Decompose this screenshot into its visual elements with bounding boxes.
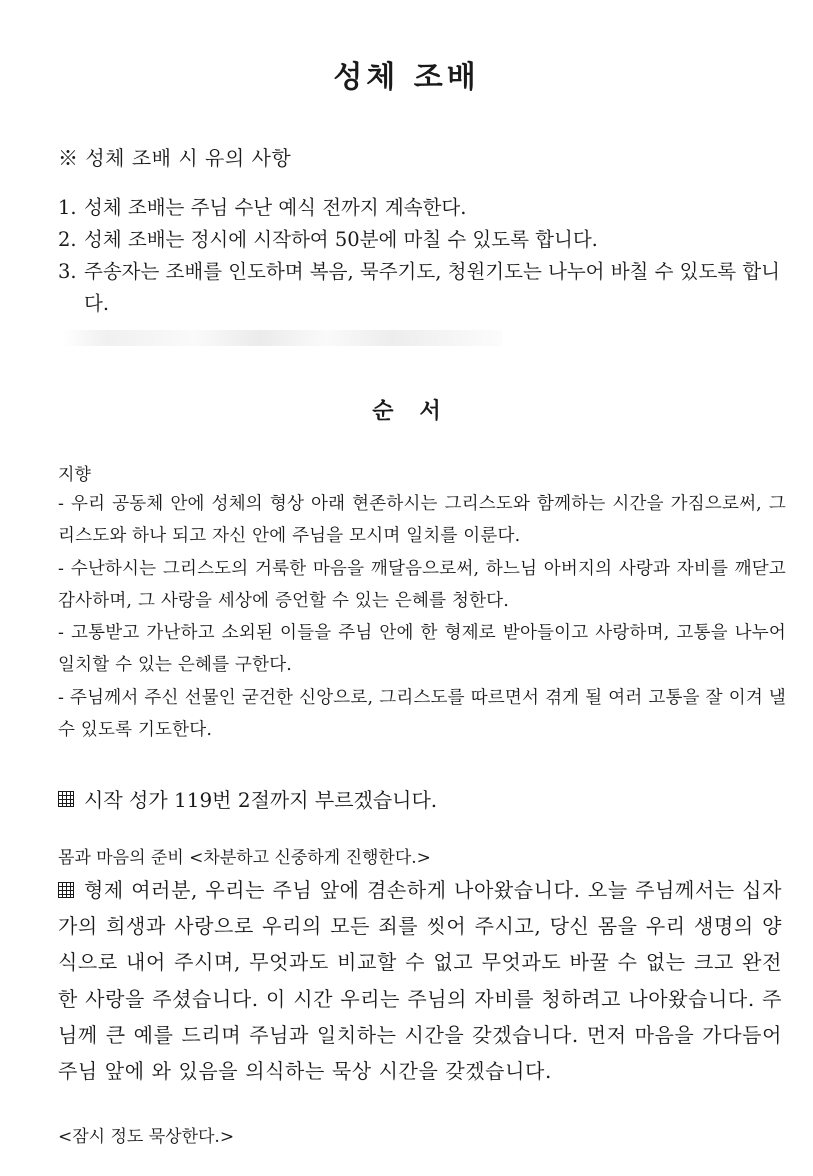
grid-square-icon: [58, 882, 74, 898]
aim-item: - 고통받고 가난하고 소외된 이들을 주님 안에 한 형제로 받아들이고 사랑하며, 고통을 나누어 일치할 수 있는 은혜를 구한다.: [58, 623, 786, 676]
notes-heading: ※ 성체 조배 시 유의 사항: [58, 146, 292, 170]
rules-list: [58, 192, 788, 320]
aim-label: 지향: [58, 465, 91, 485]
rule-number: 2.: [58, 228, 77, 251]
grid-square-icon: [58, 791, 74, 807]
aim-item: - 주님께서 주신 선물인 굳건한 신앙으로, 그리스도를 따르면서 겪게 될 여러 고통을 잘 이겨 낼 수 있도록 기도한다.: [58, 687, 786, 741]
rule-text: 주송자는 조배를 인도하며 복음, 묵주기도, 청원기도는 나누어 바칠 수 있도록 합니다.: [84, 260, 781, 315]
rule-item: [58, 192, 788, 224]
document-title: 성체 조배: [333, 60, 480, 95]
rule-number: 3.: [58, 260, 77, 283]
preparation-label: 몸과 마음의 준비 <차분하고 신중하게 진행한다.>: [58, 848, 431, 868]
aim-item: - 수난하시는 그리스도의 거룩한 마음을 깨달음으로써, 하느님 아버지의 사랑과 자비를 깨닫고 감사하며, 그 사랑을 세상에 증언할 수 있는 은혜를 청한다.: [58, 558, 786, 611]
rule-text: 성체 조배는 정시에 시작하여 50분에 마칠 수 있도록 합니다.: [84, 228, 598, 251]
meditation-instruction: <잠시 정도 묵상한다.>: [58, 1127, 235, 1147]
rule-item: [58, 256, 788, 320]
opening-hymn-text: 시작 성가 119번 2절까지 부르겠습니다.: [84, 788, 438, 812]
aim-item: - 우리 공동체 안에 성체의 형상 아래 현존하시는 그리스도와 함께하는 시간을 가짐으로써, 그리스도와 하나 되고 자신 안에 주님을 모시며 일치를 이룬다.: [58, 494, 786, 547]
opening-hymn: [58, 784, 437, 813]
preparation-text: 형제 여러분, 우리는 주님 앞에 겸손하게 나아왔습니다. 오늘 주님께서는 십자가의 희생과 사랑으로 우리의 모든 죄를 씻어 주시고, 당신 몸을 우리 생명의 양식으로 내어 주시며, 무엇과도 비교할 수 없고 무엇과도 바꿀 수 없는 크고 완전한 사랑을 주셨습니다. 이 시간 우리는 주님의 자비를 청하려고 나아왔습니다. 주님께 큰 예를 드리며 주님과 일치하는 시간을 갖겠습니다. 먼저 마음을 가다듬어 주님 앞에 와 있음을 의식하는 묵상 시간을 갖겠습니다.: [58, 878, 782, 1084]
rule-text: 성체 조배는 주님 수난 예식 전까지 계속한다.: [84, 196, 467, 219]
order-heading: 순서: [372, 398, 467, 424]
rule-item: [58, 224, 788, 256]
preparation-body: [58, 872, 782, 1089]
aims-list: [58, 488, 786, 746]
rule-number: 1.: [58, 196, 77, 219]
redacted-line: [62, 330, 502, 346]
